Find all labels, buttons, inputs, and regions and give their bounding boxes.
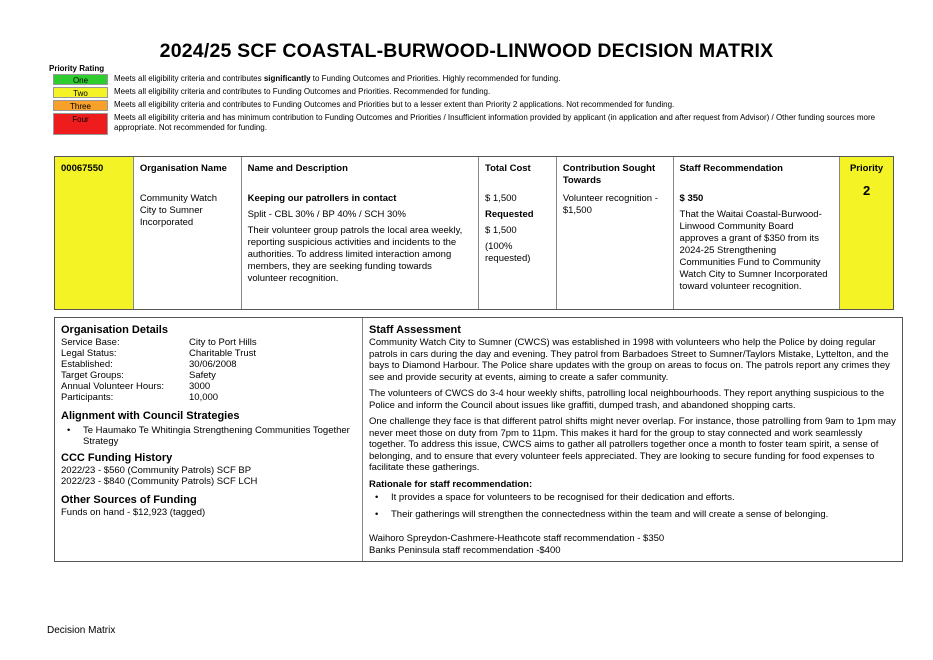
org-details-title: Organisation Details bbox=[61, 324, 168, 336]
detail-row: Participants: 10,000 bbox=[61, 392, 219, 403]
contribution-sought: Volunteer recognition - $1,500 bbox=[562, 193, 658, 216]
details-section bbox=[54, 317, 903, 562]
priority-two-text: Meets all eligibility criteria and contributes to Funding Outcomes and Priorities. Recommended for funding. bbox=[114, 87, 491, 96]
requested-amount: $ 1,500 bbox=[484, 225, 517, 236]
requested-label: Requested bbox=[484, 209, 534, 220]
assessment-paragraph: One challenge they face is that different patrol shifts might never overlap. For instance, those patrolling from 9am to 1pm may never meet those on duty from 7pm to 11pm. This makes it hard for the group to stay connected and work seamlessly together. To address this issue, CWCS aims to gather all patrollers together once a month to foster team spirit, a sense of belonging, and to ensure that every volunteer feels appreciated. They are looking to secure funding for food expenses to facilitate these gatherings. bbox=[369, 416, 896, 473]
priority-header: Priority bbox=[849, 163, 884, 174]
desc-header: Name and Description bbox=[247, 163, 348, 174]
detail-row: Annual Volunteer Hours: 3000 bbox=[61, 381, 211, 392]
organisation-details-panel bbox=[55, 318, 363, 561]
priority-cell bbox=[840, 157, 893, 309]
cost-cell bbox=[479, 157, 557, 309]
other-funding-text: Funds on hand - $12,923 (tagged) bbox=[61, 507, 206, 518]
staff-recommendation-text: That the Waitai Coastal-Burwood-Linwood Community Board approves a grant of $350 from its 2024-25 Strengthening Communities Fund to Community Watch City to Sumner Incorporated toward volunteer recognition. bbox=[679, 209, 828, 292]
priority-four-swatch: Four bbox=[53, 113, 108, 135]
priority-row-four bbox=[53, 113, 883, 135]
priority-rating-heading: Priority Rating bbox=[49, 64, 105, 73]
rationale-list bbox=[369, 492, 896, 520]
assessment-paragraph: The volunteers of CWCS do 3-4 hour weekly shifts, patrolling local neighbourhoods. They report anything suspicious to the Police and inform the Council about issues like graffiti, dumped trash, and abandoned shopping carts. bbox=[369, 388, 885, 411]
rationale-item: • Their gatherings will strengthen the connectedness within the team and will create a sense of belonging. bbox=[369, 509, 896, 521]
org-name: Community Watch City to Sumner Incorporated bbox=[139, 193, 218, 228]
project-title: Keeping our patrollers in contact bbox=[247, 193, 397, 204]
detail-row: Legal Status: Charitable Trust bbox=[61, 348, 257, 359]
priority-value: 2 bbox=[862, 183, 871, 198]
priority-row-two bbox=[53, 87, 883, 98]
footer-label: Decision Matrix bbox=[47, 625, 116, 636]
rationale-title: Rationale for staff recommendation: bbox=[369, 478, 533, 490]
alignment-list bbox=[61, 425, 356, 447]
staff-assessment-title: Staff Assessment bbox=[369, 324, 461, 336]
priority-row-three bbox=[53, 100, 883, 111]
page-title: 2024/25 SCF COASTAL-BURWOOD-LINWOOD DECISION MATRIX bbox=[159, 40, 774, 62]
org-header: Organisation Name bbox=[139, 163, 227, 174]
requested-percent: (100% requested) bbox=[484, 241, 531, 264]
total-cost: $ 1,500 bbox=[484, 193, 517, 204]
detail-row: Target Groups: Safety bbox=[61, 370, 216, 381]
rationale-item: • It provides a space for volunteers to be recognised for their dedication and efforts. bbox=[369, 492, 896, 504]
priority-three-swatch: Three bbox=[53, 100, 108, 111]
detail-row: Service Base: City to Port Hills bbox=[61, 337, 257, 348]
funding-history-item: 2022/23 - $840 (Community Patrols) SCF LCH bbox=[61, 476, 258, 487]
contrib-header: Contribution Sought Towards bbox=[562, 163, 656, 186]
priority-one-text: Meets all eligibility criteria and contributes significantly to Funding Outcomes and Priorities. Highly recommended for funding. bbox=[114, 74, 561, 83]
project-description: Their volunteer group patrols the local area weekly, reporting suspicious activities and incidents to the authorities. To address limited interaction among members, they are seeking funding towards volunteer recognition. bbox=[247, 225, 463, 284]
alignment-item: • Te Haumako Te Whitingia Strengthening Communities Together Strategy bbox=[61, 425, 356, 447]
priority-four-text: Meets all eligibility criteria and has minimum contribution to Funding Outcomes and Priorities / Insufficient information provided by applicant (in application and after request from Advisor) / Other funding sources more appropriate. Not recommended for funding. bbox=[114, 113, 876, 132]
priority-three-text: Meets all eligibility criteria and contributes to Funding Outcomes and Priorities but to a lesser extent than Priority 2 applications. Not recommended for funding. bbox=[114, 100, 675, 109]
cost-header: Total Cost bbox=[484, 163, 531, 174]
application-id: 00067550 bbox=[55, 157, 134, 309]
priority-row-one bbox=[53, 74, 883, 85]
assessment-paragraph: Community Watch City to Sumner (CWCS) was established in 1998 with volunteers who help the Police by doing regular patrols in cars during the day and evening. They patrol from Barbadoes Street to Sumner/Taylors Mistake, Lyttelton, and the bays to Diamond Harbour. The Police share updates with the group on areas to focus on. The patrols report any crimes they see and provide security at events, aiming to create a safer community. bbox=[369, 337, 890, 383]
funding-history-item: 2022/23 - $560 (Community Patrols) SCF BP bbox=[61, 465, 252, 476]
description-cell bbox=[242, 157, 479, 309]
priority-two-swatch: Two bbox=[53, 87, 108, 98]
funding-split: Split - CBL 30% / BP 40% / SCH 30% bbox=[247, 209, 406, 220]
other-board-recommendation: Banks Peninsula staff recommendation -$400 bbox=[369, 544, 561, 556]
priority-one-swatch: One bbox=[53, 74, 108, 85]
staff-recommendation-cell bbox=[674, 157, 841, 309]
staff-header: Staff Recommendation bbox=[679, 163, 783, 174]
detail-row: Established: 30/06/2008 bbox=[61, 359, 237, 370]
other-funding-title: Other Sources of Funding bbox=[61, 494, 197, 506]
funding-history-title: CCC Funding History bbox=[61, 452, 173, 464]
decision-matrix-table bbox=[54, 156, 894, 310]
organisation-cell bbox=[134, 157, 242, 309]
other-board-recommendation: Waihoro Spreydon-Cashmere-Heathcote staff recommendation - $350 bbox=[369, 533, 665, 544]
contribution-cell bbox=[557, 157, 674, 309]
alignment-title: Alignment with Council Strategies bbox=[61, 410, 240, 422]
priority-rating-legend bbox=[53, 74, 883, 137]
staff-assessment-panel bbox=[363, 318, 902, 561]
staff-amount: $ 350 bbox=[679, 193, 704, 204]
